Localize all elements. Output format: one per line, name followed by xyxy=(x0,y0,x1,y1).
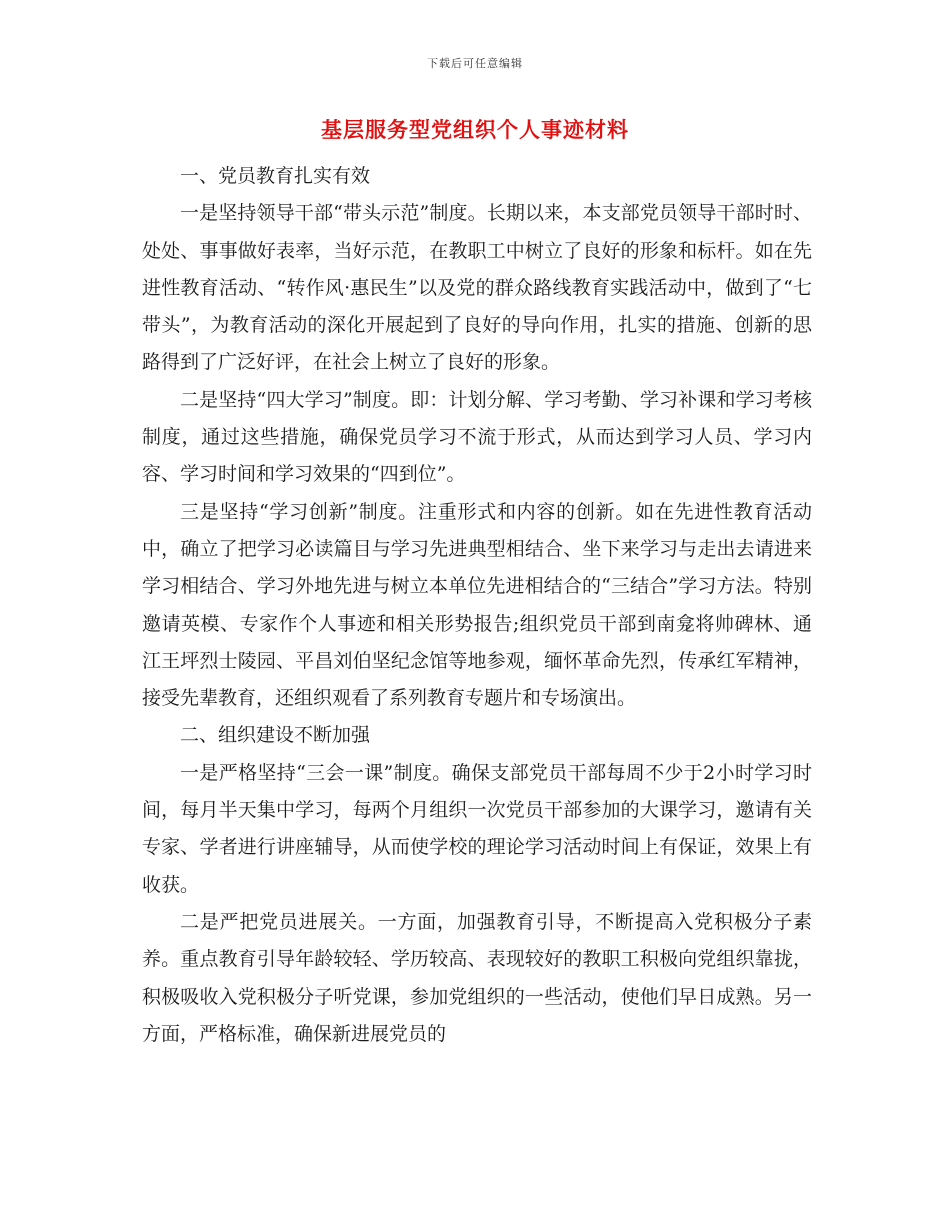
header-note: 下载后可任意编辑 xyxy=(427,57,523,70)
paragraph: 一是坚持领导干部“带头示范”制度。长期以来，本支部党员领导干部时时、处处、事事做好表率，当好示范，在教职工中树立了良好的形象和标杆。如在先进性教育活动、“转作风·惠民生”以及党的群众路线教育实践活动中，做到了“七带头”，为教育活动的深化开展起到了良好的导向作用，扎实的措施、创新的思路得到了广泛好评，在社会上树立了良好的形象。 xyxy=(142,202,812,374)
document-body xyxy=(142,158,812,1053)
section-heading-1: 一、党员教育扎实有效 xyxy=(180,165,371,187)
paragraph: 一是严格坚持“三会一课”制度。确保支部党员干部每周不少于2小时学习时间，每月半天集中学习，每两个月组织一次党员干部参加的大课学习，邀请有关专家、学者进行讲座辅导，从而使学校的理论学习活动时间上有保证，效果上有收获。 xyxy=(142,761,812,896)
section-heading-2: 二、组织建设不断加强 xyxy=(180,724,371,747)
paragraph: 二是严把党员进展关。一方面，加强教育引导，不断提高入党积极分子素养。重点教育引导年龄较轻、学历较高、表现较好的教职工积极向党组织靠拢，积极吸收入党积极分子听党课，参加党组织的一些活动，使他们早日成熟。另一方面，严格标准，确保新进展党员的 xyxy=(142,910,812,1045)
document-title: 基层服务型党组织个人事迹材料 xyxy=(321,117,629,142)
paragraph: 二是坚持“四大学习”制度。即：计划分解、学习考勤、学习补课和学习考核制度，通过这些措施，确保党员学习不流于形式，从而达到学习人员、学习内容、学习时间和学习效果的“四到位”。 xyxy=(142,388,812,486)
paragraph: 三是坚持“学习创新”制度。注重形式和内容的创新。如在先进性教育活动中，确立了把学习必读篇目与学习先进典型相结合、坐下来学习与走出去请进来学习相结合、学习外地先进与树立本单位先进相结合的“三结合”学习方法。特别邀请英模、专家作个人事迹和相关形势报告;组织党员干部到南龛将帅碑林、通江王坪烈士陵园、平昌刘伯坚纪念馆等地参观，缅怀革命先烈，传承红军精神，接受先辈教育，还组织观看了系列教育专题片和专场演出。 xyxy=(142,500,812,710)
